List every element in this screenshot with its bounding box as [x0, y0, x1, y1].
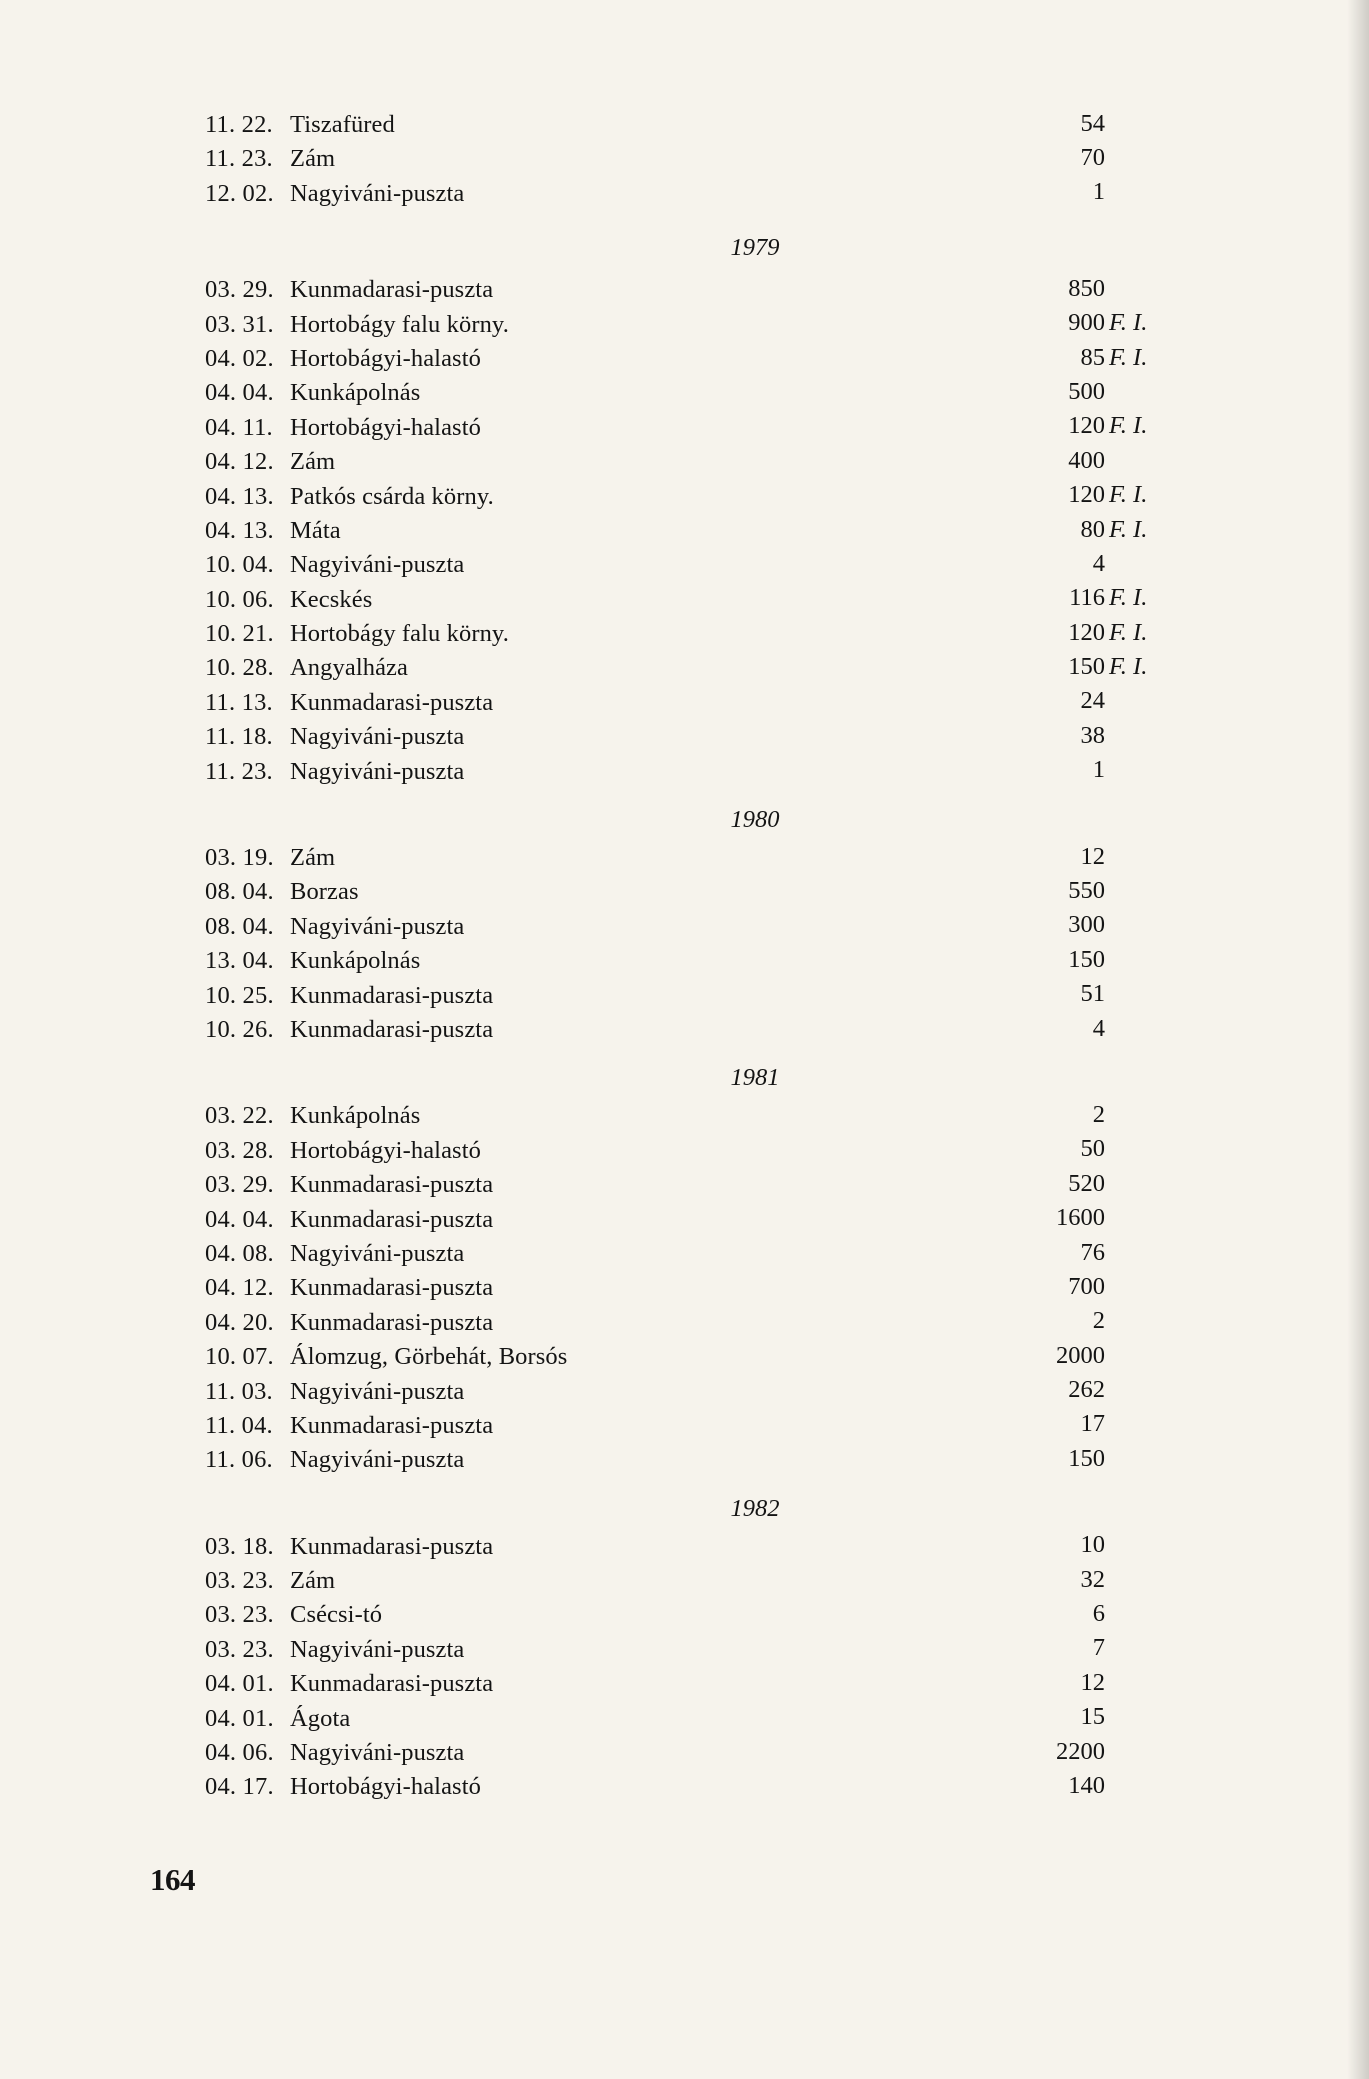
observer-initials: F. I. — [1109, 309, 1148, 337]
year-heading: 1981 — [730, 1064, 780, 1092]
observation-date: 11. 03. — [205, 1377, 273, 1405]
observation-date: 03. 19. — [205, 844, 274, 872]
observation-place: Kunmadarasi-puszta — [290, 1411, 494, 1439]
observation-date: 03. 31. — [205, 310, 274, 338]
observation-row — [205, 514, 1185, 548]
observation-row — [205, 944, 1185, 978]
year-heading: 1979 — [730, 234, 780, 262]
observation-place: Kecskés — [290, 585, 373, 613]
observation-place: Zám — [290, 448, 336, 476]
observation-row — [205, 342, 1185, 376]
observation-place: Kunmadarasi-puszta — [290, 1171, 494, 1199]
observation-place: Patkós csárda körny. — [290, 482, 494, 510]
observation-place: Ágota — [290, 1704, 351, 1732]
observation-place: Hortobágy falu körny. — [290, 620, 509, 648]
observation-row — [205, 308, 1185, 342]
observation-place: Nagyiváni-puszta — [290, 723, 465, 751]
observation-row — [205, 1168, 1185, 1202]
observation-place: Nagyiváni-puszta — [290, 179, 465, 207]
observation-date: 04. 04. — [205, 379, 274, 407]
observation-row — [205, 1633, 1185, 1667]
observation-date: 03. 29. — [205, 1171, 274, 1199]
observation-count: 1 — [1092, 756, 1105, 784]
observation-count: 7 — [1092, 1634, 1105, 1662]
observation-date: 04. 04. — [205, 1205, 274, 1233]
observation-count: 54 — [1080, 109, 1105, 137]
observation-place: Kunmadarasi-puszta — [290, 1308, 494, 1336]
observation-place: Hortobágyi-halastó — [290, 1136, 481, 1164]
observation-place: Kunmadarasi-puszta — [290, 1015, 494, 1043]
observation-date: 11. 04. — [205, 1411, 273, 1439]
observation-count: 76 — [1080, 1238, 1105, 1266]
observation-count: 17 — [1080, 1410, 1105, 1438]
observation-date: 04. 11. — [205, 413, 273, 441]
observation-count: 150 — [1068, 945, 1105, 973]
observation-row — [205, 1770, 1185, 1804]
observer-initials: F. I. — [1109, 515, 1148, 543]
observation-place: Zám — [290, 1567, 336, 1595]
observation-row — [205, 1564, 1185, 1598]
observation-date: 04. 06. — [205, 1739, 274, 1767]
observation-count: 1 — [1092, 178, 1105, 206]
observation-list — [205, 108, 1185, 1805]
observation-row — [205, 720, 1185, 754]
observation-count: 32 — [1080, 1565, 1105, 1593]
page-edge-shadow — [1347, 0, 1369, 2079]
observation-row — [205, 1134, 1185, 1168]
observation-place: Nagyiváni-puszta — [290, 1739, 465, 1767]
observation-row — [205, 1443, 1185, 1477]
observation-count: 2200 — [1056, 1737, 1105, 1765]
observation-row — [205, 1340, 1185, 1374]
observation-row — [205, 548, 1185, 582]
observation-count: 120 — [1068, 481, 1105, 509]
observation-place: Máta — [290, 516, 341, 544]
observation-date: 03. 28. — [205, 1136, 274, 1164]
observation-row — [205, 411, 1185, 445]
observation-count: 550 — [1068, 877, 1105, 905]
observation-date: 04. 13. — [205, 516, 274, 544]
year-heading-row — [205, 1047, 1185, 1099]
observation-date: 04. 01. — [205, 1704, 274, 1732]
observation-row — [205, 1598, 1185, 1632]
observation-date: 03. 29. — [205, 276, 274, 304]
observation-count: 15 — [1080, 1703, 1105, 1731]
observation-date: 04. 01. — [205, 1670, 274, 1698]
observation-date: 10. 04. — [205, 551, 274, 579]
observation-place: Kunmadarasi-puszta — [290, 688, 494, 716]
observation-row — [205, 1203, 1185, 1237]
observation-count: 12 — [1080, 1668, 1105, 1696]
observation-count: 262 — [1068, 1376, 1105, 1404]
observation-row — [205, 1702, 1185, 1736]
observation-place: Borzas — [290, 878, 359, 906]
observation-date: 10. 06. — [205, 585, 274, 613]
observer-initials: F. I. — [1109, 412, 1148, 440]
observation-place: Kunkápolnás — [290, 947, 421, 975]
observation-date: 11. 06. — [205, 1446, 273, 1474]
observation-count: 150 — [1068, 1444, 1105, 1472]
observation-count: 900 — [1068, 309, 1105, 337]
observation-place: Angyalháza — [290, 654, 408, 682]
observation-count: 520 — [1068, 1169, 1105, 1197]
observation-place: Nagyiváni-puszta — [290, 1239, 465, 1267]
observation-count: 24 — [1080, 687, 1105, 715]
observation-place: Kunmadarasi-puszta — [290, 1532, 494, 1560]
observation-place: Csécsi-tó — [290, 1601, 383, 1629]
observation-date: 10. 28. — [205, 654, 274, 682]
observation-place: Hortobágy falu körny. — [290, 310, 509, 338]
observation-count: 140 — [1068, 1772, 1105, 1799]
observation-date: 13. 04. — [205, 947, 274, 975]
observation-date: 03. 23. — [205, 1601, 274, 1629]
observation-date: 04. 12. — [205, 1274, 274, 1302]
observation-count: 70 — [1080, 143, 1105, 171]
observation-row — [205, 1375, 1185, 1409]
observation-place: Kunmadarasi-puszta — [290, 981, 494, 1009]
observation-row — [205, 1409, 1185, 1443]
observation-row — [205, 875, 1185, 909]
observation-place: Hortobágyi-halastó — [290, 344, 481, 372]
observation-date: 03. 23. — [205, 1635, 274, 1663]
observation-date: 11. 22. — [205, 111, 273, 138]
observation-date: 08. 04. — [205, 878, 274, 906]
observation-date: 11. 23. — [205, 757, 273, 785]
observation-row — [205, 480, 1185, 514]
observation-row — [205, 755, 1185, 789]
observation-count: 12 — [1080, 842, 1105, 870]
observation-count: 120 — [1068, 618, 1105, 646]
observation-date: 11. 23. — [205, 145, 273, 173]
observation-date: 04. 02. — [205, 344, 274, 372]
observation-row — [205, 142, 1185, 176]
observation-row — [205, 445, 1185, 479]
observation-count: 2 — [1092, 1307, 1105, 1335]
observation-date: 10. 07. — [205, 1343, 274, 1371]
observation-row — [205, 376, 1185, 410]
observation-count: 850 — [1068, 274, 1105, 302]
observation-date: 03. 23. — [205, 1567, 274, 1595]
observation-date: 10. 26. — [205, 1015, 274, 1043]
observation-date: 11. 18. — [205, 723, 273, 751]
observation-count: 500 — [1068, 377, 1105, 405]
observation-place: Nagyiváni-puszta — [290, 1377, 465, 1405]
observation-row — [205, 1306, 1185, 1340]
observation-place: Nagyiváni-puszta — [290, 1635, 465, 1663]
observation-date: 10. 25. — [205, 981, 274, 1009]
observation-place: Nagyiváni-puszta — [290, 912, 465, 940]
observation-count: 2000 — [1056, 1341, 1105, 1369]
observation-date: 08. 04. — [205, 912, 274, 940]
observation-count: 150 — [1068, 653, 1105, 681]
observation-place: Hortobágyi-halastó — [290, 413, 481, 441]
observation-place: Nagyiváni-puszta — [290, 1446, 465, 1474]
observer-initials: F. I. — [1109, 343, 1148, 371]
observation-row — [205, 617, 1185, 651]
observation-place: Kunmadarasi-puszta — [290, 1274, 494, 1302]
observation-count: 1600 — [1056, 1204, 1105, 1232]
observation-date: 11. 13. — [205, 688, 273, 716]
observation-row — [205, 1736, 1185, 1770]
year-heading-row — [205, 789, 1185, 841]
observation-row — [205, 108, 1185, 142]
observation-row — [205, 1237, 1185, 1271]
observation-row — [205, 651, 1185, 685]
observation-place: Tiszafüred — [290, 111, 395, 138]
observation-date: 04. 17. — [205, 1773, 274, 1801]
observation-row — [205, 979, 1185, 1013]
observation-row — [205, 1667, 1185, 1701]
observation-count: 38 — [1080, 721, 1105, 749]
observation-date: 04. 13. — [205, 482, 274, 510]
observation-count: 50 — [1080, 1135, 1105, 1163]
observation-date: 04. 12. — [205, 448, 274, 476]
observation-count: 6 — [1092, 1600, 1105, 1628]
observation-date: 03. 18. — [205, 1532, 274, 1560]
observation-count: 4 — [1092, 1014, 1105, 1042]
observer-initials: F. I. — [1109, 584, 1148, 612]
observation-date: 04. 08. — [205, 1239, 274, 1267]
observation-place: Kunkápolnás — [290, 379, 421, 407]
observer-initials: F. I. — [1109, 653, 1148, 681]
observation-count: 116 — [1069, 584, 1105, 612]
observation-row — [205, 1013, 1185, 1047]
observation-row — [205, 910, 1185, 944]
observation-date: 03. 22. — [205, 1102, 274, 1130]
year-heading-row — [205, 211, 1185, 273]
observation-row — [205, 686, 1185, 720]
observation-count: 120 — [1068, 412, 1105, 440]
observation-place: Zám — [290, 145, 336, 173]
page-number: 164 — [150, 1862, 195, 1897]
observation-place: Álomzug, Görbehát, Borsós — [290, 1343, 568, 1371]
observation-count: 700 — [1068, 1272, 1105, 1300]
observation-count: 2 — [1092, 1100, 1105, 1128]
observation-row — [205, 583, 1185, 617]
observation-place: Zám — [290, 844, 336, 872]
observation-date: 12. 02. — [205, 179, 274, 207]
observation-count: 400 — [1068, 446, 1105, 474]
year-heading: 1980 — [730, 806, 780, 834]
observation-place: Nagyiváni-puszta — [290, 551, 465, 579]
observation-place: Hortobágyi-halastó — [290, 1773, 481, 1801]
observation-place: Kunkápolnás — [290, 1102, 421, 1130]
observation-row — [205, 177, 1185, 211]
observation-count: 4 — [1092, 549, 1105, 577]
observation-count: 300 — [1068, 911, 1105, 939]
observation-date: 10. 21. — [205, 620, 274, 648]
observation-count: 51 — [1080, 980, 1105, 1008]
year-heading: 1982 — [730, 1494, 780, 1522]
observer-initials: F. I. — [1109, 481, 1148, 509]
observation-count: 85 — [1080, 343, 1105, 371]
observer-initials: F. I. — [1109, 618, 1148, 646]
observation-date: 04. 20. — [205, 1308, 274, 1336]
observation-count: 10 — [1080, 1531, 1105, 1559]
observation-place: Kunmadarasi-puszta — [290, 1670, 494, 1698]
year-heading-row — [205, 1478, 1185, 1530]
observation-place: Kunmadarasi-puszta — [290, 1205, 494, 1233]
observation-place: Kunmadarasi-puszta — [290, 276, 494, 304]
observation-row — [205, 1271, 1185, 1305]
observation-place: Nagyiváni-puszta — [290, 757, 465, 785]
observation-count: 80 — [1080, 515, 1105, 543]
